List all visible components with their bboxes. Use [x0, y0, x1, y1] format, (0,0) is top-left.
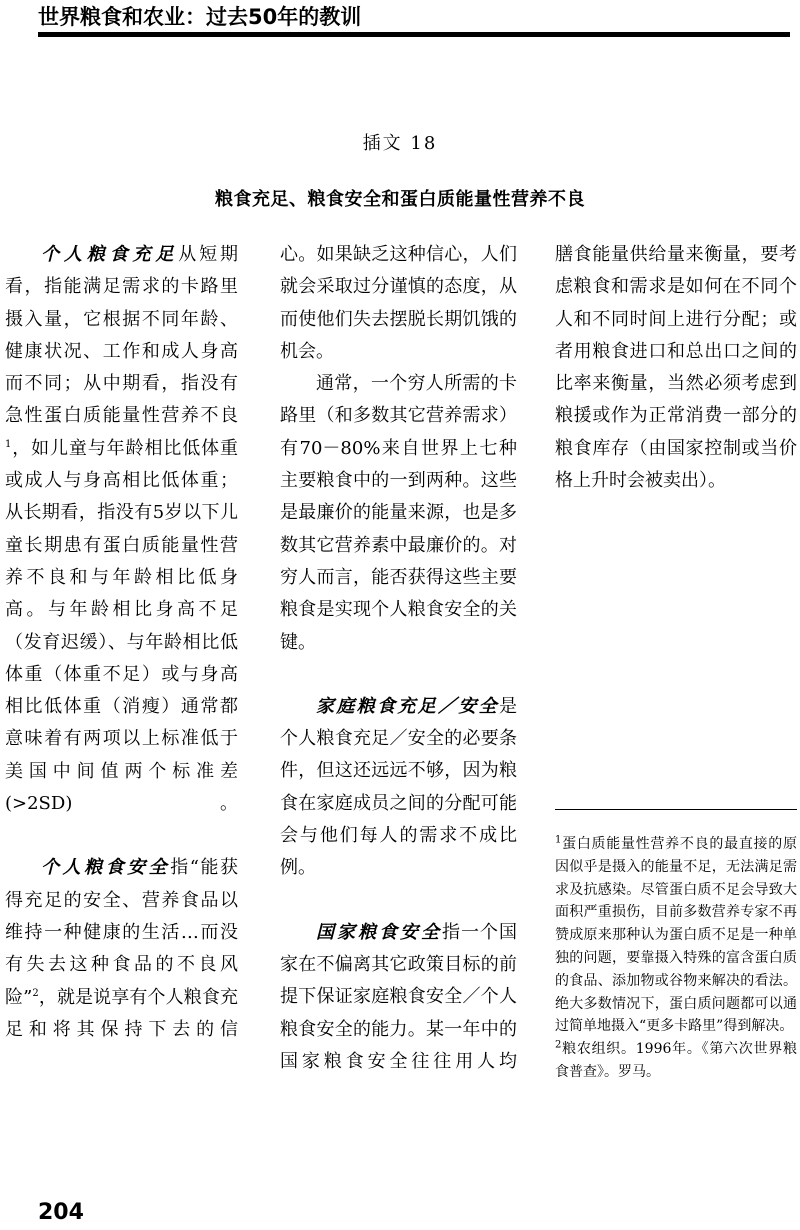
paragraph-staple-foods: 通常，一个穷人所需的卡路里（和多数其它营养需求）有70－80%来自世界上七种主要粮食中的一到两种。这些是最廉价的能量来源，也是多数其它营养素中最廉价的。对穷人而言，能否获得这些主要粮食是实现个人粮食安全的关键。 [280, 373, 517, 653]
paragraph-household-food-security [280, 691, 517, 885]
footnote-2 [555, 1038, 797, 1084]
footnote-number: 2 [555, 1039, 562, 1051]
paragraph-continuation: 心。如果缺乏这种信心，人们就会采取过分谨慎的态度，从而使他们失去摆脱长期饥饿的机会。 [280, 244, 517, 362]
term-national-food-security: 国家粮食安全 [316, 921, 442, 943]
term-individual-food-adequacy: 个人粮食充足 [41, 244, 179, 265]
text-column-3 [555, 239, 797, 497]
footnote-number: 1 [555, 834, 562, 846]
text-column-1 [5, 239, 238, 1046]
paragraph-individual-food-security [5, 852, 238, 1046]
paragraph-gap [280, 885, 517, 917]
running-header-title: 世界粮食和农业：过去50年的教训 [38, 5, 362, 29]
paragraph-text: ，就是说享有个人粮食充足和将其保持下去的信 [5, 986, 239, 1040]
paragraph-gap [5, 820, 238, 852]
footnotes [555, 833, 797, 1084]
page-number: 204 [38, 1200, 84, 1225]
paragraph-individual-food-adequacy [5, 239, 238, 820]
box-label: 插文 18 [362, 133, 438, 154]
footnote-rule [555, 809, 797, 810]
paragraph-text: 指“能获得充足的安全、营养食品以维持一种健康的生活…而没有失去这种食品的不良风险” [5, 857, 239, 1008]
running-header [38, 4, 790, 34]
footnote-ref-2[interactable]: 2 [32, 987, 39, 999]
text-column-2 [280, 239, 517, 1078]
footnote-text: 粮农组织。1996年。《第六次世界粮食普查》。罗马。 [555, 1041, 797, 1080]
paragraph-text: 是个人粮食充足／安全的必要条件，但这还远远不够，因为粮食在家庭成员之间的分配可能会与他们每人的需求不成比例。 [280, 695, 517, 879]
footnote-ref-1[interactable]: 1 [5, 438, 12, 450]
paragraph-national-food-security [280, 917, 517, 1078]
paragraph-gap [280, 659, 517, 691]
paragraph-text: 指一个国家在不偏离其它政策目标的前提下保证家庭粮食安全／个人粮食安全的能力。某一年中的国家粮食安全往往用人均 [280, 921, 517, 1072]
term-household-food-security: 家庭粮食充足／安全 [316, 695, 499, 717]
paragraph-text: 从短期看，指能满足需求的卡路里摄入量，它根据不同年龄、健康状况、工作和成人身高而不同；从中期看，指没有急性蛋白质能量性营养不良 [5, 244, 238, 427]
footnote-text: 蛋白质能量性营养不良的最直接的原因似乎是摄入的能量不足，无法满足需求及抗感染。尽管蛋白质不足会导致大面积严重损伤，目前多数营养专家不再赞成原来那种认为蛋白质不足是一种单独的问题，要靠摄入特殊的富含蛋白质的食品、添加物或谷物来解决的看法。绝大多数情况下，蛋白质问题都可以通过简单地摄入“更多卡路里”得到解决。 [555, 836, 797, 1035]
box-title: 粮食充足、粮食安全和蛋白质能量性营养不良 [215, 189, 585, 210]
paragraph-text: ，如儿童与年龄相比低体重或成人与身高相比低体重；从长期看，指没有5岁以下儿童长期患有蛋白质能量性营养不良和与年龄相比低身高。与年龄相比身高不足（发育迟缓）、与年龄相比低体重（体重不足）或与身高相比低体重（消瘦）通常都意味着有两项以上标准低于美国中间值两个标准差(>2SD)。 [5, 437, 238, 815]
term-individual-food-security: 个人粮食安全 [41, 857, 171, 879]
paragraph-continuation: 膳食能量供给量来衡量，要考虑粮食和需求是如何在不同个人和不同时间上进行分配；或者用粮食进口和总出口之间的比率来衡量，当然必须考虑到粮援或作为正常消费一部分的粮食库存（由国家控制或当价格上升时会被卖出）。 [555, 244, 797, 492]
footnote-1 [555, 833, 797, 1038]
header-rule [38, 32, 790, 37]
